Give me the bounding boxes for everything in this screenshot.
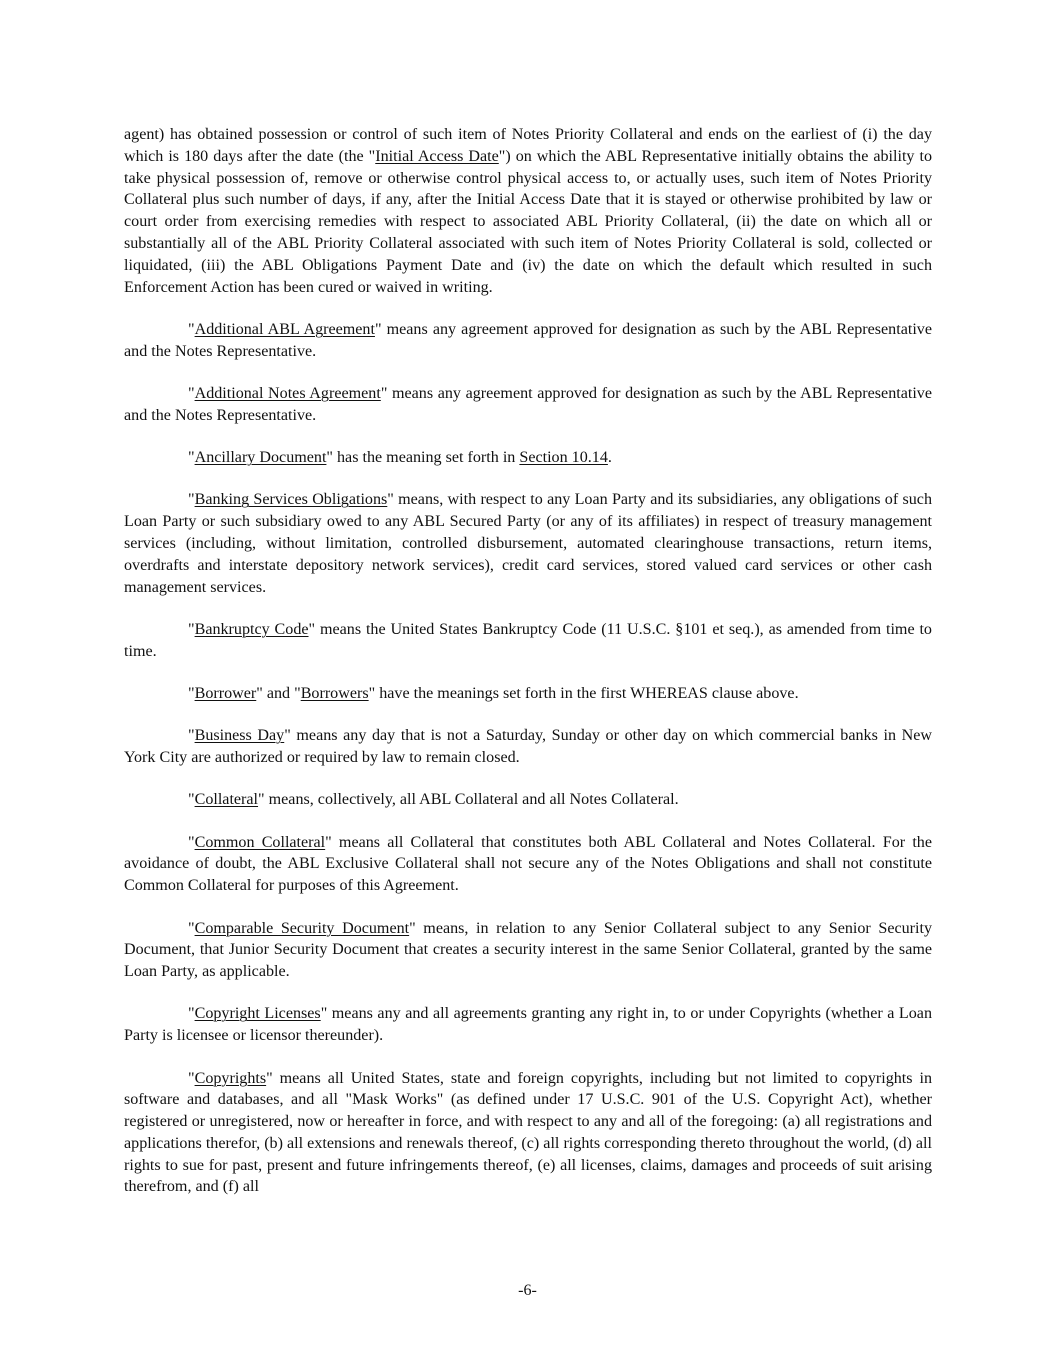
paragraph-text: " means all Collateral that constitutes both ABL Collateral and Notes Collateral. For the avoidance of doubt, the ABL Exclusive Collateral shall not secure any of the Notes Obligations and shall not constitute Common Collateral for purposes of this Agreement. <box>124 833 933 895</box>
paragraph-text: " have the meanings set forth in the first WHEREAS clause above. <box>368 684 799 702</box>
defined-term: Common Collateral <box>194 833 326 851</box>
paragraph-text: " <box>188 1069 195 1087</box>
definition-paragraph-copyright-licenses <box>124 1003 932 1047</box>
defined-term: Copyrights <box>194 1069 267 1087</box>
paragraph-text: . <box>607 449 612 467</box>
defined-term: Initial Access Date <box>375 147 499 165</box>
definition-paragraph-collateral <box>124 789 932 811</box>
definition-paragraph-borrower <box>124 683 932 705</box>
paragraph-text: ") on which the ABL Representative initially obtains the ability to take physical possession of, remove or otherwise control physical access to, or actually uses, such item of Notes Priority Collateral plus such number of days, if any, after the Initial Access Date that it is stayed or otherwise prohibited by law or court order from exercising remedies with respect to associated ABL Priority Collateral, (ii) the date on which all or substantially all of the ABL Priority Collateral associated with such item of Notes Priority Collateral is sold, collected or liquidated, (iii) the ABL Obligations Payment Date and (iv) the date on which the default which resulted in such Enforcement Action has been cured or waived in writing. <box>124 147 932 296</box>
paragraph-text: " <box>188 1005 195 1023</box>
defined-term: Business Day <box>194 727 285 745</box>
defined-term: Comparable Security Document <box>194 919 410 937</box>
defined-term: Section 10.14 <box>519 449 608 467</box>
definition-paragraph-business-day <box>124 725 932 769</box>
paragraph-text: " <box>188 727 195 745</box>
paragraph-text: " <box>188 684 195 702</box>
definition-paragraph-copyrights <box>124 1068 932 1199</box>
defined-term: Bankruptcy Code <box>194 620 309 638</box>
definition-paragraph-bankruptcy-code <box>124 619 932 663</box>
paragraph-text: " <box>188 384 195 402</box>
page-number: -6- <box>518 1282 537 1299</box>
paragraph-text: " means any agreement approved for designation as such by the ABL Representative and the Notes Representative. <box>124 384 932 424</box>
paragraph-text: " and " <box>256 684 301 702</box>
definition-paragraph-common-collateral <box>124 832 932 897</box>
defined-term: Ancillary Document <box>194 449 327 467</box>
paragraph-text: " means any agreement approved for designation as such by the ABL Representative and the Notes Representative. <box>124 320 932 360</box>
paragraph-text: " means all United States, state and foreign copyrights, including but not limited to copyrights in software and databases, and all "Mask Works" (as defined under 17 U.S.C. 901 of the U.S. Copyright Act), whether registered or unregistered, now or hereafter in force, and with respect to any and all of the foregoing: (a) all registrations and applications therefor, (b) all extensions and renewals thereof, (c) all rights corresponding thereto throughout the world, (d) all rights to sue for past, present and future infringements thereof, (e) all licenses, claims, damages and proceeds of suit arising therefrom, and (f) all <box>124 1069 932 1196</box>
paragraph-text: " <box>188 449 195 467</box>
paragraph-text: " <box>188 620 195 638</box>
definition-paragraph-ancillary-document <box>124 447 932 469</box>
paragraph-text: " means any and all agreements granting any right in, to or under Copyrights (whether a Loan Party is licensee or licensor thereunder). <box>124 1005 932 1045</box>
paragraph-text: " means, in relation to any Senior Collateral subject to any Senior Security Document, that Junior Security Document that creates a security interest in the same Senior Collateral, granted by the same Loan Party, as applicable. <box>124 919 932 981</box>
paragraph-text: " <box>188 320 195 338</box>
defined-term: Borrowers <box>300 684 369 702</box>
defined-term: Banking Services Obligations <box>194 491 388 509</box>
paragraph-text: " means, collectively, all ABL Collateral and all Notes Collateral. <box>258 791 679 809</box>
definition-paragraph-additional-notes-agreement <box>124 383 932 427</box>
definition-paragraph-comparable-security-document <box>124 918 932 983</box>
paragraph-text: " means, with respect to any Loan Party and its subsidiaries, any obligations of such Loan Party or such subsidiary owed to any ABL Secured Party (or any of its affiliates) in respect of treasury management services (including, without limitation, controlled disbursement, automated clearinghouse transactions, return items, overdrafts and interstate depository network services), credit card services, stored valued card services or other cash management services. <box>124 491 932 596</box>
definition-paragraph-cont <box>124 124 932 298</box>
paragraph-text: " means the United States Bankruptcy Code (11 U.S.C. §101 et seq.), as amended from time to time. <box>124 620 932 660</box>
definition-paragraph-additional-abl-agreement <box>124 319 932 363</box>
defined-term: Additional ABL Agreement <box>194 320 375 338</box>
paragraph-text: " <box>188 491 195 509</box>
defined-term: Collateral <box>194 791 259 809</box>
definition-paragraph-banking-services-obligations <box>124 489 932 598</box>
defined-term: Borrower <box>194 684 257 702</box>
defined-term: Additional Notes Agreement <box>194 384 381 402</box>
paragraph-text: " <box>188 833 195 851</box>
paragraph-text: " <box>188 919 195 937</box>
paragraph-text: " means any day that is not a Saturday, Sunday or other day on which commercial banks in New York City are authorized or required by law to remain closed. <box>124 727 932 767</box>
paragraph-text: " <box>188 791 195 809</box>
paragraph-text: agent) has obtained possession or control of such item of Notes Priority Collateral and ends on the earliest of (i) the day which is 180 days after the date (the " <box>124 126 932 165</box>
paragraph-text: " has the meaning set forth in <box>326 449 520 467</box>
document-page <box>124 124 932 1219</box>
defined-term: Copyright Licenses <box>194 1005 321 1023</box>
